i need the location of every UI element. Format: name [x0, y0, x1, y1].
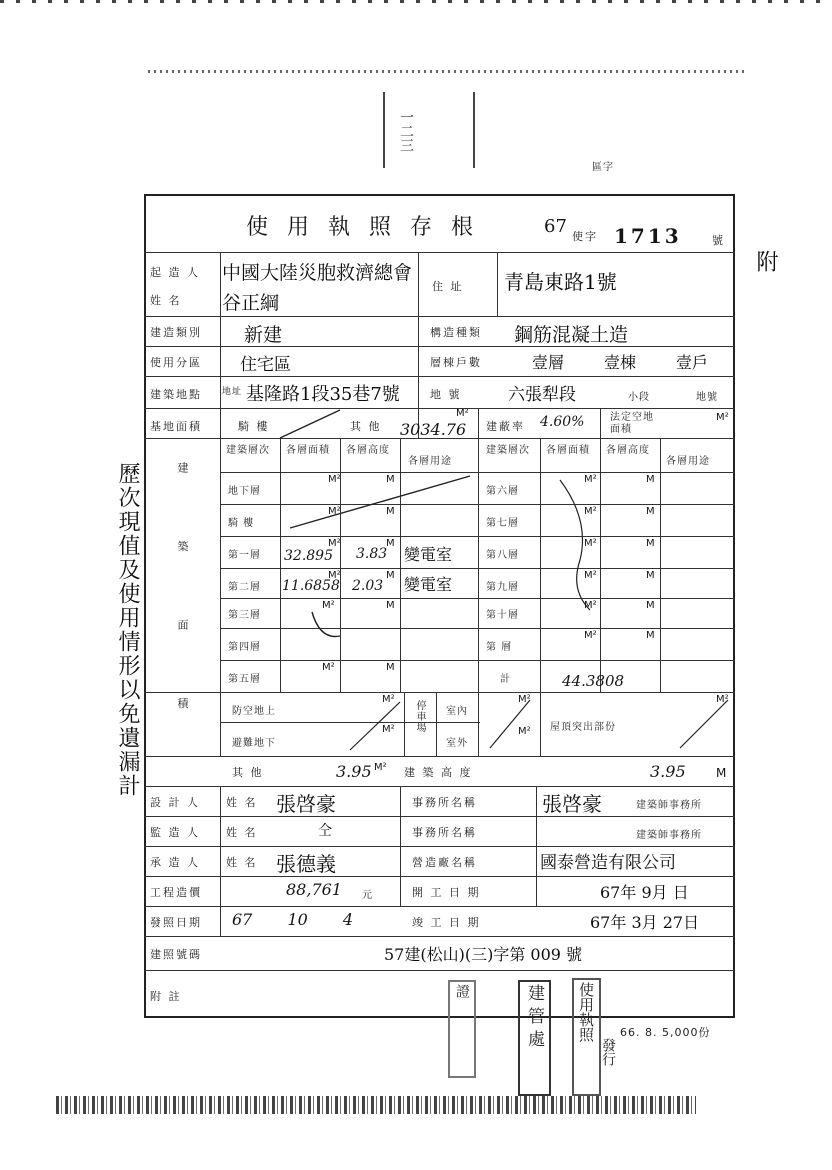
first-floor-area: 32.895 — [284, 548, 333, 564]
rule-18 — [144, 816, 735, 817]
owner-name-value: 谷正綱 — [222, 292, 280, 314]
height-row-label: 其 他 — [232, 766, 264, 779]
unit-m2-r: M² — [374, 762, 387, 773]
area-sub-2: 其 他 — [350, 420, 382, 433]
floors-label: 層棟戶數 — [430, 356, 482, 369]
col-c — [280, 438, 281, 692]
permit-prefix: 67 — [544, 216, 567, 237]
unit-m-d: M — [386, 570, 395, 581]
area-label: 基地面積 — [150, 420, 202, 433]
cost-label: 工程造價 — [150, 886, 202, 899]
rule-5 — [144, 408, 735, 409]
office-label: 事務所名稱 — [412, 796, 477, 809]
unit-m2-f: M² — [322, 662, 335, 673]
top-right-note: 區字 — [592, 162, 614, 173]
area-unit-2: M² — [716, 412, 729, 423]
unit-m2-q: M² — [716, 694, 729, 705]
coverage-label: 建蔽率 — [486, 420, 525, 433]
top-smudge-line — [148, 70, 748, 73]
floor-label-right-5: 第 層 — [486, 642, 513, 653]
supervisor-value: 仝 — [318, 823, 332, 839]
contractor-value: 張德義 — [276, 852, 336, 876]
side-label: 建 築 面 積 — [176, 462, 189, 741]
supervisor-name-label: 姓 名 — [226, 826, 258, 839]
unit-m2-c: M² — [328, 538, 341, 549]
designer-name-label: 姓 名 — [226, 796, 258, 809]
build-type-value: 新建 — [244, 324, 283, 346]
unit-m-l: M — [646, 630, 655, 641]
unit-m-h: M — [646, 506, 655, 517]
coverage-value: 4.60% — [540, 414, 585, 430]
rule-17 — [144, 786, 735, 787]
col-e — [400, 438, 401, 692]
head-use-right: 各層用途 — [666, 456, 710, 467]
structure-label: 構造種類 — [430, 326, 482, 339]
lot-value: 六張犁段 — [508, 385, 576, 405]
floor-label-right-6: 計 — [500, 674, 511, 685]
unit-m2-j: M² — [584, 570, 597, 581]
designer-value: 張啓豪 — [276, 792, 336, 816]
permit-char: 使字 — [572, 230, 598, 243]
outdoor-label: 室外 — [446, 738, 468, 749]
structure-value: 鋼筋混凝土造 — [514, 324, 629, 346]
rule-2 — [144, 316, 735, 317]
rule-15 — [220, 722, 480, 723]
col-n — [536, 786, 537, 906]
zone-label: 使用分區 — [150, 356, 202, 369]
rule-22 — [144, 936, 735, 937]
area-other-value: 3034.76 — [400, 420, 467, 439]
head-floor-right: 建築層次 — [486, 445, 530, 456]
col-f — [478, 408, 479, 756]
rule-23 — [144, 970, 735, 971]
left-margin-note: 歷次現值及使用情形以免遺漏計 — [115, 462, 140, 798]
unit-m-b: M — [386, 506, 395, 517]
parking-label: 停車場 — [414, 700, 425, 733]
floors-value-1: 壹層 — [532, 353, 565, 372]
site-sub: 地址 — [222, 387, 243, 397]
footer-print: 66. 8. 5,000份 — [620, 1026, 711, 1039]
owner-name-label: 姓 名 — [150, 294, 182, 307]
unit-m2-p: M² — [518, 726, 531, 737]
stamp-permit: 使用執照 — [572, 978, 601, 1096]
second-floor-height: 2.03 — [352, 578, 384, 594]
rule-20 — [144, 876, 735, 877]
address-value: 青島東路1號 — [504, 270, 617, 294]
stamp-certification: 證 — [448, 980, 476, 1078]
floor-label-left-1: 騎 樓 — [228, 518, 255, 529]
floor-label-left-3: 第二層 — [228, 582, 261, 593]
finish-value: 67年 3月 27日 — [590, 913, 700, 932]
supervisor-label: 監 造 人 — [150, 826, 200, 839]
total-area: 44.3808 — [562, 672, 625, 690]
col-b2 — [497, 252, 498, 316]
issue-label: 發照日期 — [150, 916, 202, 929]
cost-unit: 元 — [362, 890, 373, 901]
unit-m2-l: M² — [584, 630, 597, 641]
owner-label: 起 造 人 — [150, 266, 200, 279]
office-suffix: 建築師事務所 — [636, 800, 702, 811]
head-area-left: 各層面積 — [286, 445, 330, 456]
issue-value: 67 10 4 — [232, 910, 354, 929]
notes-label: 附 註 — [150, 990, 182, 1003]
area-sub-1: 騎 樓 — [238, 420, 270, 433]
top-scribble: 一二三 — [398, 110, 414, 152]
company-value: 國泰營造有限公司 — [540, 853, 676, 873]
right-edge-mark: 附 — [753, 250, 778, 272]
col-j — [404, 692, 405, 756]
office-value: 張啓豪 — [542, 792, 602, 816]
lot-no: 地號 — [696, 392, 718, 403]
second-floor-area: 11.6858 — [282, 578, 340, 594]
col-k — [436, 692, 437, 756]
col-a — [220, 252, 221, 756]
rule-4 — [144, 376, 735, 377]
unit-m-i: M — [646, 538, 655, 549]
unit-m-a: M — [386, 474, 395, 485]
unit-m2-d: M² — [328, 570, 341, 581]
col-g — [540, 438, 541, 692]
floor-label-left-5: 第四層 — [228, 642, 261, 653]
bottom-scan-artifact — [56, 1096, 696, 1114]
col-l — [540, 692, 541, 756]
head-height-left: 各層高度 — [346, 445, 390, 456]
rule-19 — [144, 846, 735, 847]
unit-m2-o: M² — [518, 694, 531, 705]
first-floor-use: 變電室 — [404, 545, 453, 564]
col-h — [600, 408, 601, 692]
lot-label: 地 號 — [430, 388, 462, 401]
unit-m-c: M — [386, 538, 395, 549]
floor-label-right-1: 第七層 — [486, 518, 519, 529]
unit-m-j: M — [646, 570, 655, 581]
floor-label-left-2: 第一層 — [228, 550, 261, 561]
rule-16 — [144, 756, 735, 757]
head-height-right: 各層高度 — [606, 445, 650, 456]
office-label-2: 事務所名稱 — [412, 826, 477, 839]
site-value: 基隆路1段35巷7號 — [246, 384, 400, 405]
indoor-label: 室內 — [446, 706, 468, 717]
floor-label-right-3: 第九層 — [486, 582, 519, 593]
start-value: 67年 9月 日 — [600, 883, 689, 902]
rule-3 — [144, 346, 735, 347]
build-type-label: 建造類別 — [150, 326, 202, 339]
designer-label: 設 計 人 — [150, 796, 200, 809]
contractor-name-label: 姓 名 — [226, 856, 258, 869]
site-label: 建築地點 — [150, 388, 202, 401]
floor-label-left-4: 第三層 — [228, 610, 261, 621]
unit-m2-n: M² — [382, 724, 395, 735]
floors-value-3: 壹戶 — [676, 353, 709, 372]
stamp-building-office: 建管處 — [518, 980, 551, 1096]
start-label: 開 工 日 期 — [412, 886, 481, 899]
permit-label: 建照號碼 — [150, 948, 202, 961]
head-floor-left: 建築層次 — [226, 445, 270, 456]
roof-label: 屋頂突出部份 — [550, 722, 616, 733]
floor-label-right-2: 第八層 — [486, 550, 519, 561]
floor-label-left-6: 第五層 — [228, 674, 261, 685]
first-floor-height: 3.83 — [356, 546, 388, 562]
head-area-right: 各層面積 — [546, 445, 590, 456]
address-label: 住 址 — [432, 280, 464, 293]
unit-m2-i: M² — [584, 538, 597, 549]
contractor-label: 承 造 人 — [150, 856, 200, 869]
rule-14 — [144, 692, 735, 693]
col-i — [660, 438, 661, 692]
unit-m-g: M — [646, 474, 655, 485]
head-use-left: 各層用途 — [408, 456, 452, 467]
permit-number: 1713 — [614, 224, 682, 248]
col-b — [418, 252, 419, 438]
unit-m2-k: M² — [584, 600, 597, 611]
unit-m2-e: M² — [322, 600, 335, 611]
open-label-1: 防空地上 — [232, 706, 276, 717]
unit-m2-g: M² — [584, 474, 597, 485]
floor-label-right-0: 第六層 — [486, 486, 519, 497]
permit-value: 57建(松山)(三)字第 009 號 — [384, 945, 583, 964]
legal-label: 法定空地面積 — [610, 412, 654, 435]
office-suffix-2: 建築師事務所 — [636, 830, 702, 841]
owner-value: 中國大陸災胞救濟總會 — [222, 262, 413, 284]
unit-m-k: M — [646, 600, 655, 611]
floor-label-right-4: 第十層 — [486, 610, 519, 621]
lot-small: 小段 — [628, 392, 650, 403]
area-unit-1: M² — [456, 408, 469, 419]
col-m — [400, 786, 401, 906]
height-value: 3.95 — [336, 762, 372, 781]
unit-m-e: M — [386, 600, 395, 611]
floor-label-left-0: 地下層 — [228, 486, 261, 497]
col-a2 — [220, 786, 221, 936]
unit-m-s: M — [716, 766, 727, 780]
unit-m2-a: M² — [328, 474, 341, 485]
permit-suffix: 號 — [712, 234, 725, 247]
building-height-value: 3.95 — [650, 762, 686, 781]
cost-value: 88,761 — [286, 880, 342, 899]
unit-m2-h: M² — [584, 506, 597, 517]
company-label: 營造廠名稱 — [412, 856, 477, 869]
rule-1 — [144, 252, 735, 253]
rule-21 — [144, 906, 735, 907]
unit-m2-m: M² — [382, 694, 395, 705]
second-floor-use: 變電室 — [404, 575, 453, 594]
floors-value-2: 壹棟 — [604, 353, 637, 372]
unit-m-f: M — [386, 662, 395, 673]
building-height-label: 建 築 高 度 — [404, 766, 473, 779]
unit-m2-b: M² — [328, 506, 341, 517]
top-edge-scan-line — [0, 0, 832, 3]
form-title: 使 用 執 照 存 根 — [246, 215, 479, 240]
stamp-issued: 發行 — [600, 1038, 616, 1066]
zone-value: 住宅區 — [240, 355, 291, 375]
finish-label: 竣 工 日 期 — [412, 916, 481, 929]
open-label-2: 避難地下 — [232, 738, 276, 749]
